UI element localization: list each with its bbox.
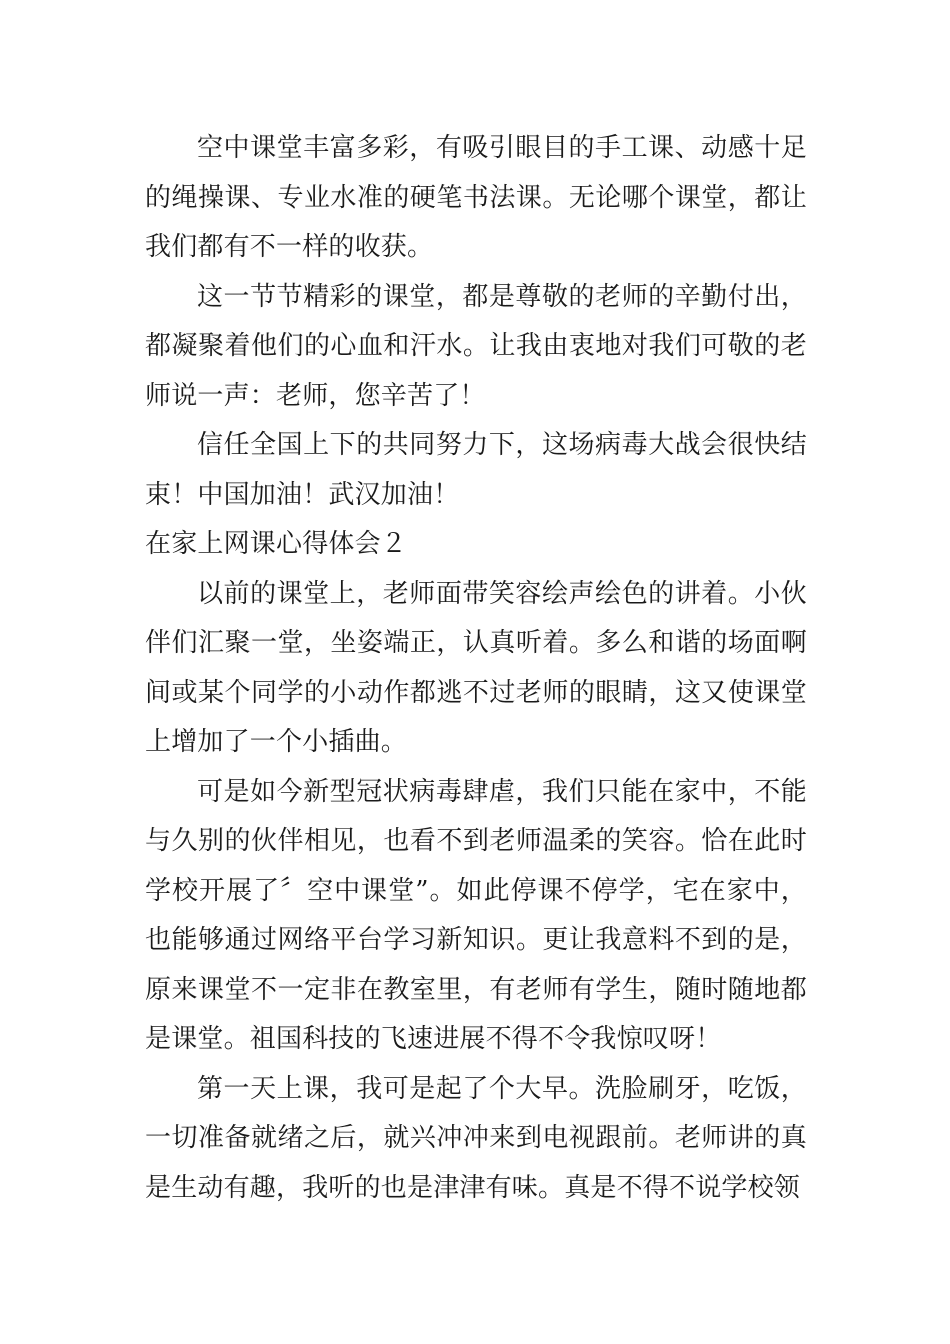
paragraph: 第一天上课，我可是起了个大早。洗脸刷牙，吃饭，一切准备就绪之后，就兴冲冲来到电视跟前。老师讲的真是生动有趣，我听的也是津津有味。真是不得不说学校领 [145,1073,807,1203]
paragraph: 以前的课堂上，老师面带笑容绘声绘色的讲着。小伙伴们汇聚一堂，坐姿端正，认真听着。多么和谐的场面啊间或某个同学的小动作都逃不过老师的眼睛，这又使课堂上增加了一个小插曲。 [145,578,807,757]
document-body [145,124,807,1213]
paragraph: 可是如今新型冠状病毒肆虐，我们只能在家中，不能与久别的伙伴相见，也看不到老师温柔的笑容。恰在此时学校开展了〞空中课堂”。如此停课不停学，宅在家中，也能够通过网络平台学习新知识。更让我意料不到的是，原来课堂不一定非在教室里，有老师有学生，随时随地都是课堂。祖国科技的飞速进展不得不令我惊叹呀！ [145,776,807,1054]
paragraph: 信任全国上下的共同努力下，这场病毒大战会很快结束！中国加油！武汉加油！ [145,430,807,510]
paragraph: 空中课堂丰富多彩，有吸引眼目的手工课、动感十足的绳操课、专业水准的硬笔书法课。无论哪个课堂，都让我们都有不一样的收获。 [145,133,807,262]
paragraph: 这一节节精彩的课堂，都是尊敬的老师的辛勤付出，都凝聚着他们的心血和汗水。让我由衷地对我们可敬的老师说一声：老师，您辛苦了！ [145,281,807,411]
section-heading: 在家上网课心得体会２ [145,529,408,559]
